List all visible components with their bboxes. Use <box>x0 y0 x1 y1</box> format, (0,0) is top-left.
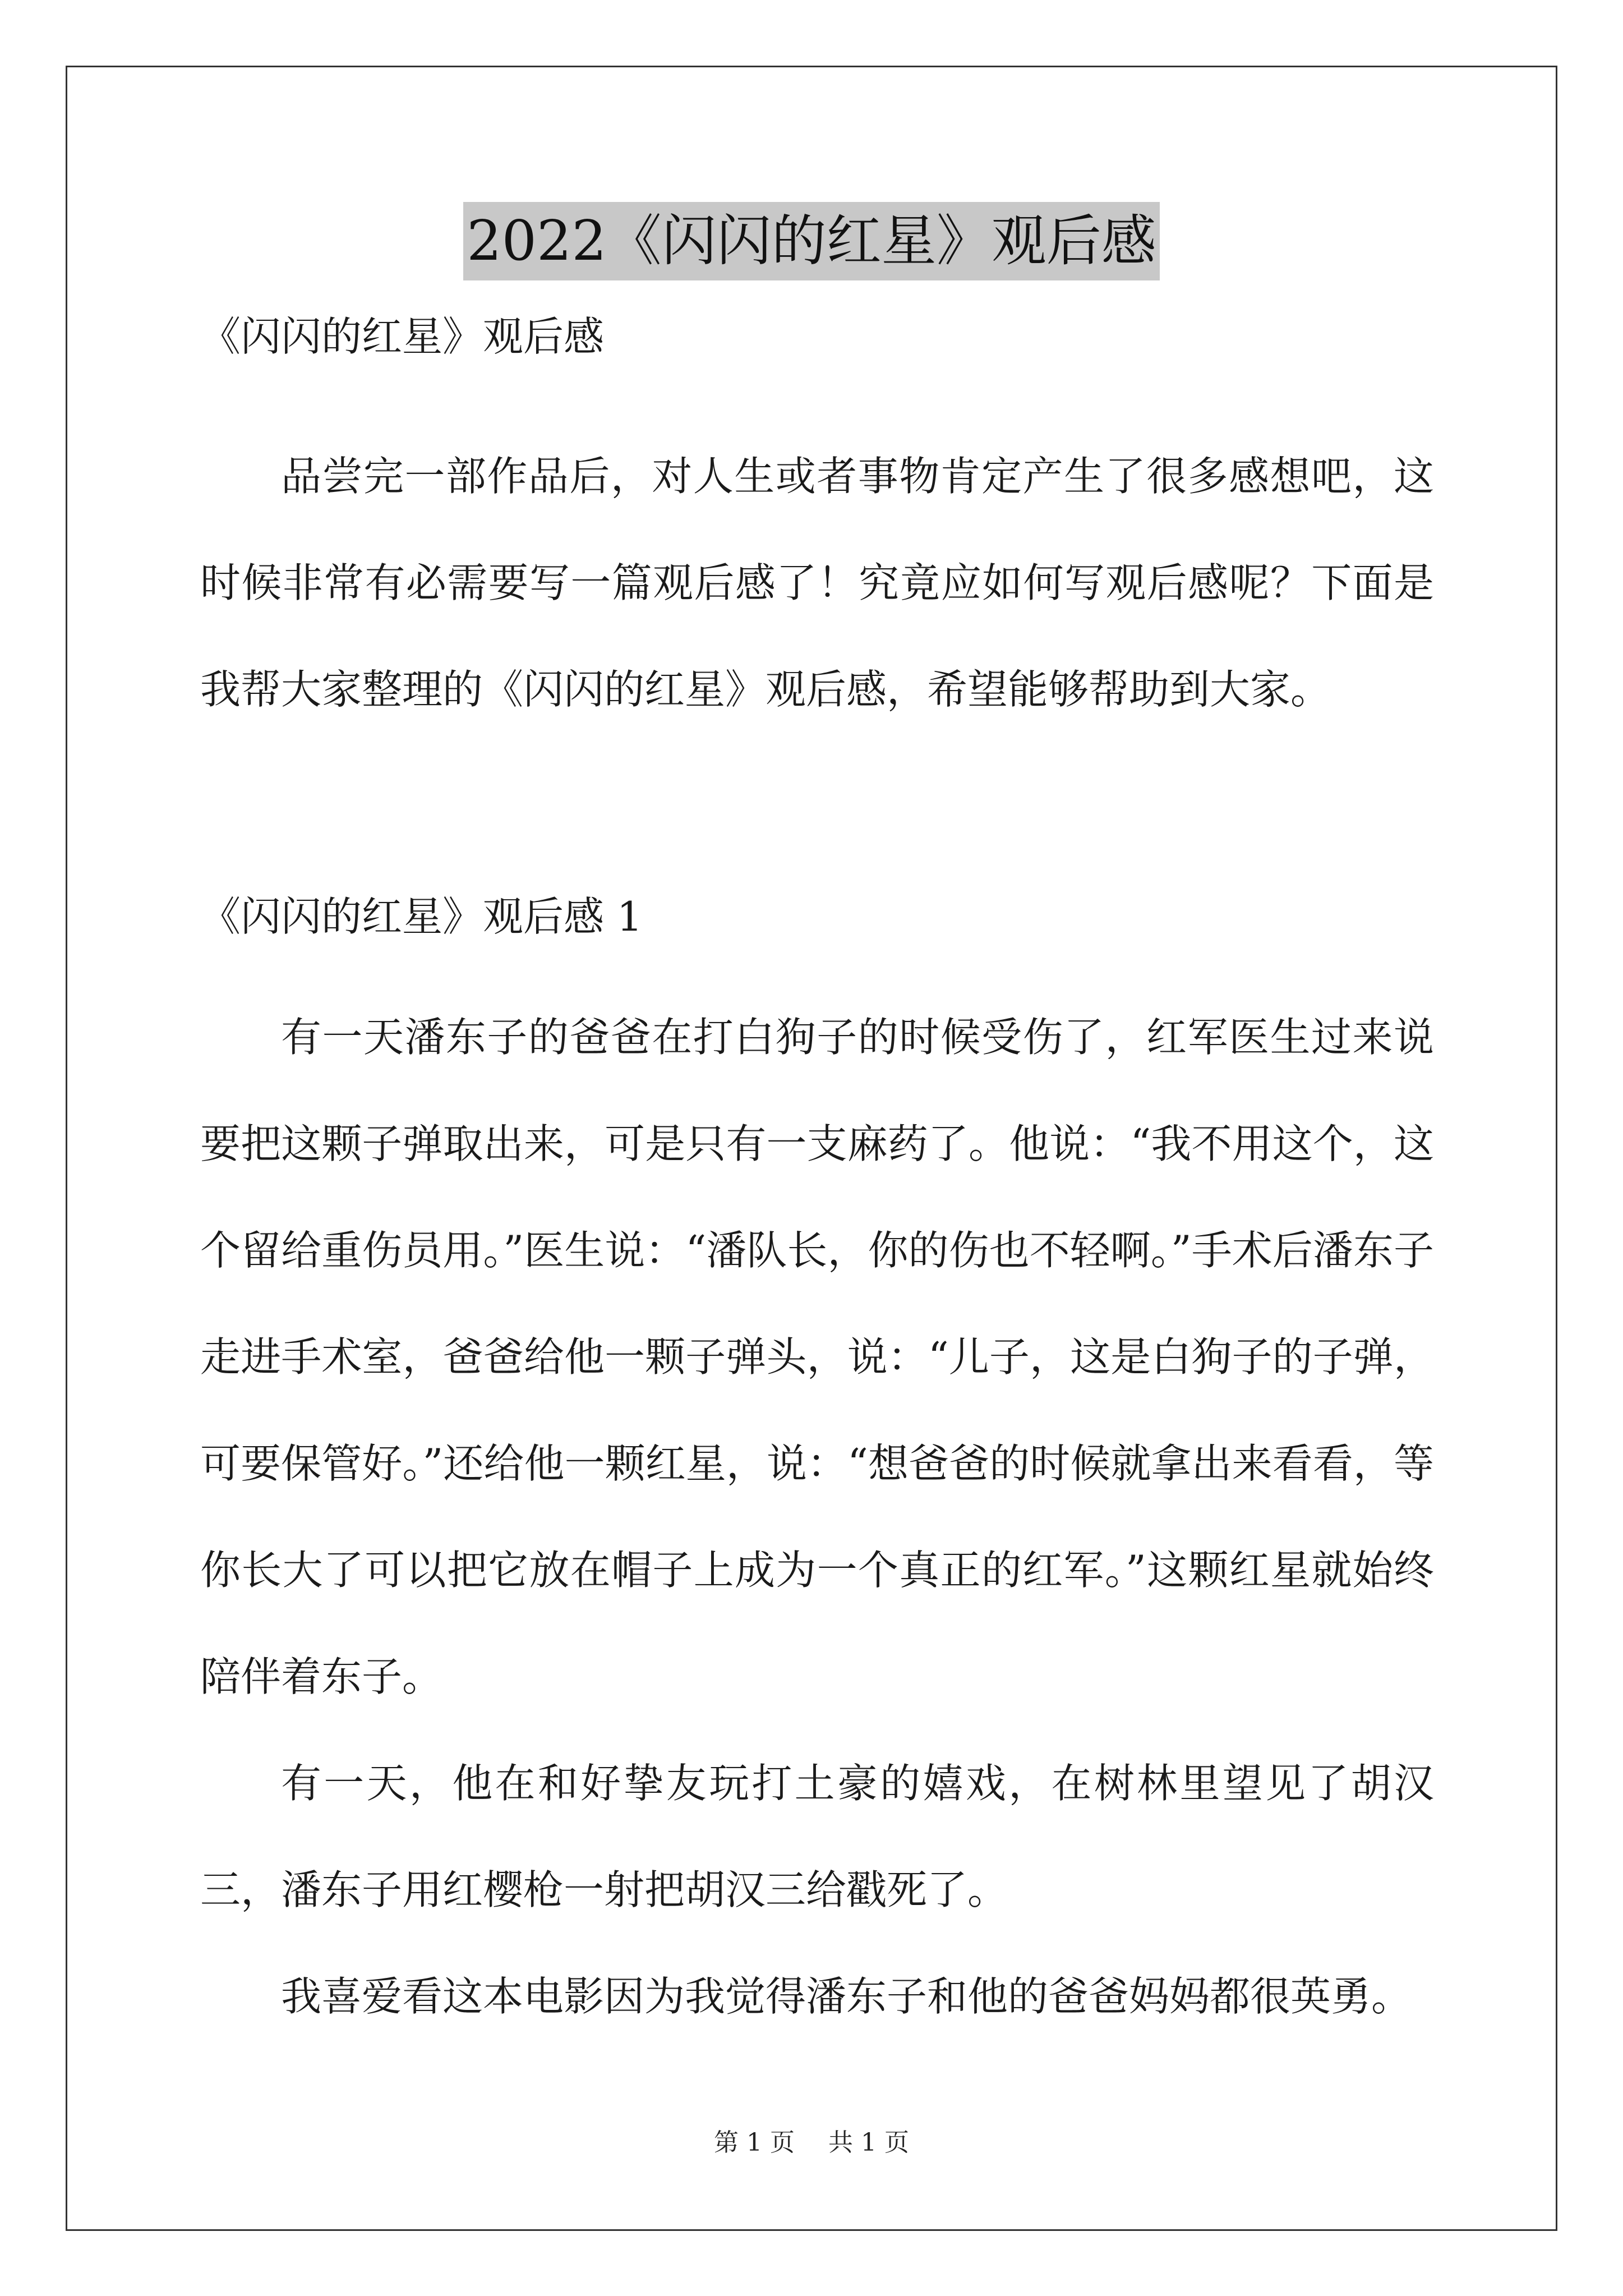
page-number: 第 1 页 <box>714 2128 795 2157</box>
title-container <box>0 202 1623 280</box>
section-title: 《闪闪的红星》观后感 1 <box>200 893 643 940</box>
body-paragraph: 我喜爱看这本电影因为我觉得潘东子和他的爸爸妈妈都很英勇。 <box>281 1973 1412 2020</box>
document-body <box>200 292 1434 2050</box>
intro-paragraph: 品尝完一部作品后，对人生或者事物肯定产生了很多感想吧，这时候非常有必需要写一篇观后感了！究竟应如何写观后感呢？下面是我帮大家整理的《闪闪的红星》观后感，希望能够帮助到大家。 <box>200 453 1434 713</box>
page-total: 共 1 页 <box>828 2128 909 2157</box>
page-footer <box>0 2126 1623 2160</box>
body-paragraph: 有一天潘东子的爸爸在打白狗子的时候受伤了，红军医生过来说要把这颗子弹取出来，可是只有一支麻药了。他说：“我不用这个，这个留给重伤员用。”医生说：“潘队长，你的伤也不轻啊。”手术后潘东子走进手术室，爸爸给他一颗子弹头，说：“儿子，这是白狗子的子弹，可要保管好。”还给他一颗红星，说：“想爸爸的时候就拿出来看看，等你长大了可以把它放在帽子上成为一个真正的红军。”这颗红星就始终陪伴着东子。 <box>200 1014 1434 1700</box>
document-title: 2022《闪闪的红星》观后感 <box>463 202 1159 280</box>
body-paragraph: 有一天，他在和好挚友玩打土豪的嬉戏，在树林里望见了胡汉三，潘东子用红樱枪一射把胡汉三给戳死了。 <box>200 1760 1434 1913</box>
subtitle: 《闪闪的红星》观后感 <box>200 313 605 360</box>
